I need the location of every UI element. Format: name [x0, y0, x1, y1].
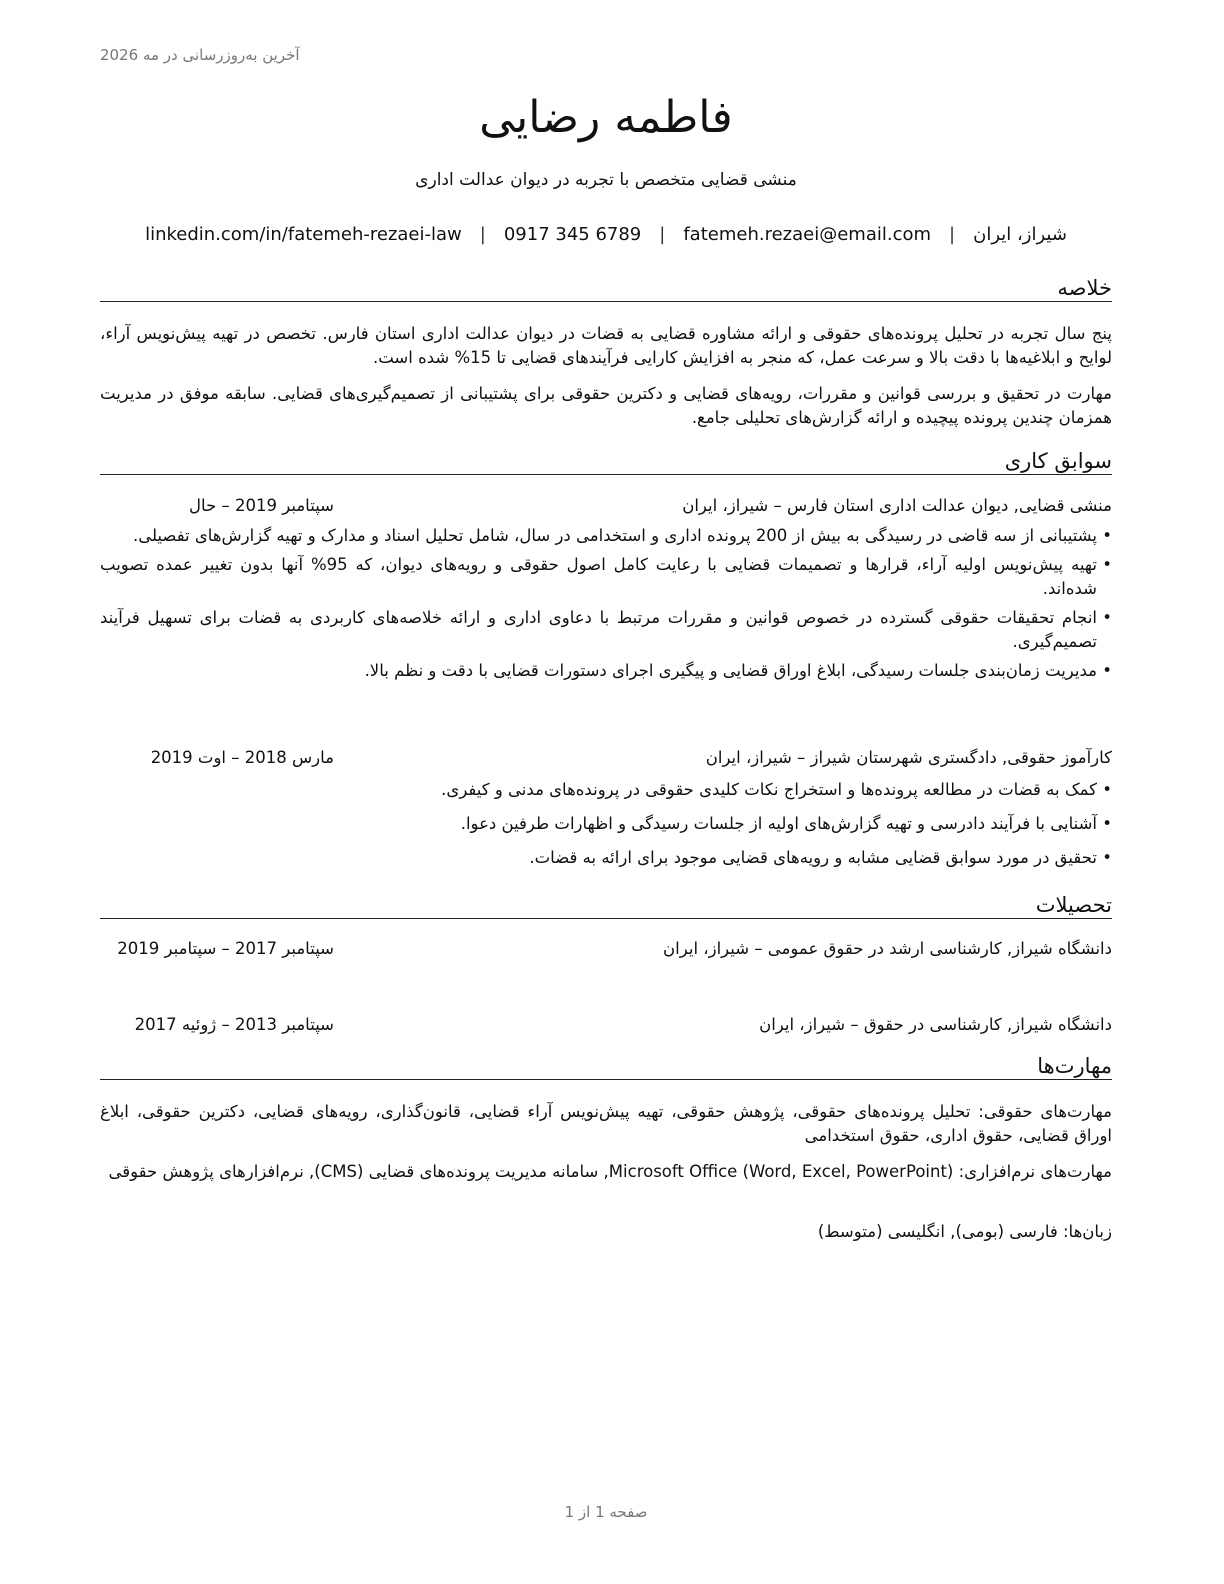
- contact-separator: |: [659, 224, 666, 245]
- headline: منشی قضایی متخصص با تجربه در دیوان عدالت اداری: [415, 170, 797, 190]
- job-bullet: • مدیریت زمان‌بندی جلسات رسیدگی، ابلاغ اوراق قضایی و پیگیری اجرای دستورات قضایی با دقت و نظم بالا.: [100, 659, 1112, 683]
- page-number: صفحه 1 از 1: [564, 1503, 648, 1521]
- education-item: [100, 937, 1112, 985]
- job-role: منشی قضایی, دیوان عدالت اداری استان فارس – شیراز، ایران: [682, 496, 1112, 515]
- contact-email[interactable]: fatemeh.rezaei@email.com: [683, 224, 932, 245]
- education-degree: دانشگاه شیراز, کارشناسی ارشد در حقوق عمومی – شیراز، ایران: [663, 939, 1112, 958]
- job-bullet: • انجام تحقیقات حقوقی گسترده در خصوص قوانین و مقررات مرتبط با دعاوی اداری و ارائه خلاصه‌های کاربردی به قضات برای تسهیل فرآیند تصمیم‌گیری.: [100, 606, 1112, 654]
- contact-phone: 0917 345 6789: [503, 224, 642, 245]
- summary-paragraph: پنج سال تجربه در تحلیل پرونده‌های حقوقی و ارائه مشاوره قضایی به قضات در دیوان عدالت اداری استان فارس. تخصص در تهیه پیش‌نویس آراء، لوایح و ابلاغیه‌ها با دقت بالا و سرعت عمل، که منجر به افزایش کارایی فرآیندهای قضایی تا 15% شده است.: [100, 324, 1112, 367]
- contact-separator: |: [949, 224, 956, 245]
- contact-line: [100, 224, 1112, 245]
- job-bullet: • تهیه پیش‌نویس اولیه آراء، قرارها و تصمیمات قضایی با رعایت کامل اصول حقوقی و رویه‌های دیوان، که 95% آنها بدون تغییر عمده تصویب شده‌اند.: [100, 553, 1112, 601]
- education-item: [100, 1013, 1112, 1037]
- section-title-skills: مهارت‌ها: [100, 1054, 1112, 1080]
- last-updated: آخرین به‌روزرسانی در مه 2026: [100, 46, 300, 64]
- education-dates: سپتامبر 2017 – سپتامبر 2019: [117, 939, 334, 958]
- education-dates: سپتامبر 2013 – ژوئیه 2017: [134, 1015, 334, 1034]
- job-dates: مارس 2018 – اوت 2019: [150, 748, 334, 767]
- job-header: [100, 494, 1112, 518]
- resume-page: [100, 0, 1112, 1584]
- job-role: کارآموز حقوقی, دادگستری شهرستان شیراز – شیراز، ایران: [705, 748, 1112, 767]
- section-title-summary: خلاصه: [100, 276, 1112, 302]
- contact-linkedin[interactable]: linkedin.com/in/fatemeh-rezaei-law: [145, 224, 462, 245]
- job-bullet: • پشتیبانی از سه قاضی در رسیدگی به بیش از 200 پرونده اداری و استخدامی در سال، شامل تحلیل اسناد و مدارک و تهیه گزارش‌های تفصیلی.: [100, 524, 1112, 548]
- job-bullet: • تحقیق در مورد سوابق قضایی مشابه و رویه‌های قضایی موجود برای ارائه به قضات.: [100, 846, 1112, 870]
- summary-paragraph: مهارت در تحقیق و بررسی قوانین و مقررات، رویه‌های قضایی و دکترین حقوقی برای پشتیبانی از تصمیم‌گیری‌های قضایی. سابقه موفق در مدیریت همزمان چندین پرونده پیچیده و ارائه گزارش‌های تحلیلی جامع.: [100, 384, 1112, 427]
- contact-separator: |: [479, 224, 486, 245]
- section-title-education: تحصیلات: [100, 893, 1112, 919]
- job-bullets: [100, 778, 1112, 870]
- contact-location: شیراز، ایران: [973, 224, 1067, 245]
- job-dates: سپتامبر 2019 – حال: [189, 496, 334, 515]
- skills-software: مهارت‌های نرم‌افزاری: Microsoft Office (Word, Excel, PowerPoint), سامانه مدیریت پرونده‌های قضایی (CMS), نرم‌افزارهای پژوهش حقوقی: [108, 1162, 1112, 1181]
- job-bullet: • آشنایی با فرآیند دادرسی و تهیه گزارش‌های اولیه از جلسات رسیدگی و اظهارات طرفین دعوا.: [100, 812, 1112, 836]
- section-title-experience: سوابق کاری: [100, 449, 1112, 475]
- person-name: فاطمه رضایی: [479, 92, 733, 143]
- education-degree: دانشگاه شیراز, کارشناسی در حقوق – شیراز، ایران: [759, 1015, 1112, 1034]
- skills-languages: زبان‌ها: فارسی (بومی), انگلیسی (متوسط): [817, 1222, 1112, 1241]
- job-bullet: • کمک به قضات در مطالعه پرونده‌ها و استخراج نکات کلیدی حقوقی در پرونده‌های مدنی و کیفری.: [100, 778, 1112, 802]
- job-bullets: [100, 524, 1112, 683]
- skills-legal: مهارت‌های حقوقی: تحلیل پرونده‌های حقوقی، پژوهش حقوقی، تهیه پیش‌نویس آراء قضایی، قانون‌گذاری، رویه‌های قضایی، دکترین حقوقی، ابلاغ اوراق قضایی، حقوق اداری، حقوق استخدامی: [100, 1102, 1112, 1145]
- job-header: [100, 746, 1112, 770]
